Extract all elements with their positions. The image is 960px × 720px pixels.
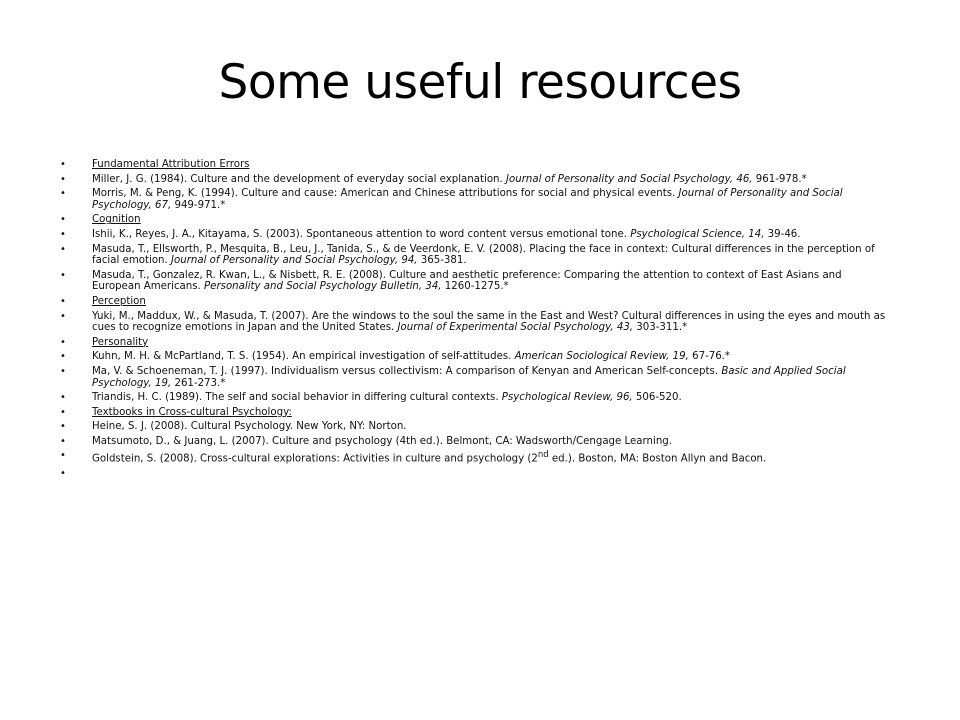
citation-source: Journal of Personality and Social Psychology, 46, [506, 173, 753, 185]
citation-source: Psychological Science, 14, [630, 228, 765, 240]
citation-text: Triandis, H. C. (1989). The self and social behavior in differing cultural contexts. [92, 392, 502, 404]
bullet-icon: • [60, 365, 66, 377]
bullet-icon: • [60, 435, 66, 447]
bullet-icon: • [60, 310, 66, 322]
section-heading-text: Personality [92, 336, 149, 348]
citation-text: Heine, S. J. (2008). Cultural Psychology. New York, NY: Norton. [92, 421, 407, 433]
bullet-icon: • [60, 228, 66, 240]
citation-source: Journal of Personality and Social Psychology, 94, [171, 255, 418, 267]
citation-text: Goldstein, S. (2008). Cross-cultural explorations: Activities in culture and psychology (2 [92, 453, 538, 465]
list-item [60, 392, 890, 404]
citation-superscript: nd [537, 450, 549, 461]
citation-pages: 961-978.* [752, 173, 807, 185]
list-item [60, 311, 890, 334]
bullet-icon: • [60, 336, 66, 348]
citation-pages: 506-520. [632, 392, 682, 404]
bullet-icon: • [60, 406, 66, 418]
bullet-icon: • [60, 351, 66, 363]
list-item [60, 351, 890, 363]
bullet-icon: • [60, 392, 66, 404]
section-heading-text: Textbooks in Cross-cultural Psychology: [92, 406, 292, 418]
bullet-icon: • [60, 295, 66, 307]
citation-pages: 949-971.* [171, 199, 226, 211]
section-heading [60, 337, 890, 349]
section-heading [60, 159, 890, 171]
bullet-icon: • [60, 188, 66, 200]
citation-text: Kuhn, M. H. & McPartland, T. S. (1954). An empirical investigation of self-attitudes. [92, 351, 515, 363]
citation-pages: 1260-1275.* [441, 281, 509, 293]
section-heading-text: Fundamental Attribution Errors [92, 159, 250, 170]
list-item [60, 174, 890, 186]
citation-source: Psychological Review, 96, [501, 392, 633, 404]
list-item [60, 366, 890, 389]
citation-text: Masuda, T., Ellsworth, P., Mesquita, B., Leu, J., Tanida, S., & de Veerdonk, E. V. (2008). Placing the face in context: Cultural differences in the perception of facial emotion. [92, 243, 875, 267]
citation-pages: 365-381. [417, 255, 467, 267]
citation-source: Personality and Social Psychology Bulletin, 34, [204, 281, 442, 293]
bullet-icon: • [60, 269, 66, 281]
section-heading [60, 296, 890, 308]
section-heading-text: Perception [92, 295, 146, 307]
section-heading-text: Cognition [92, 214, 141, 226]
slide-title: Some useful resources [218, 55, 742, 110]
citation-pages: 261-273.* [171, 377, 226, 389]
citation-pages: 303-311.* [633, 322, 688, 334]
citation-source: Journal of Experimental Social Psychology, 43, [397, 322, 634, 334]
citation-source: Journal of Personality and Social Psychology, 67, [92, 188, 843, 211]
bullet-icon: • [60, 450, 66, 462]
citation-pages: 39-46. [764, 228, 801, 240]
citation-text: Miller, J. G. (1984). Culture and the development of everyday social explanation. [92, 173, 506, 185]
citation-text: Morris, M. & Peng, K. (1994). Culture and cause: American and Chinese attributions for social and physical events. [92, 188, 679, 200]
citation-text: Ishii, K., Reyes, J. A., Kitayama, S. (2003). Spontaneous attention to word content versus emotional tone. [92, 228, 631, 240]
section-heading [60, 214, 890, 226]
bullet-icon: • [60, 173, 66, 185]
bullet-icon: • [60, 421, 66, 433]
list-item [60, 421, 890, 433]
citation-text: Ma, V. & Schoeneman, T. J. (1997). Individualism versus collectivism: A comparison of Kenyan and American Self-concepts. [92, 365, 722, 377]
bullet-icon: • [60, 214, 66, 226]
bullet-icon: • [60, 243, 66, 255]
citation-source: Basic and Applied Social Psychology, 19, [92, 365, 846, 389]
citation-pages: ed.). Boston, MA: Boston Allyn and Bacon. [548, 453, 767, 465]
list-item [60, 229, 890, 241]
citation-text: Matsumoto, D., & Juang, L. (2007). Culture and psychology (4th ed.). Belmont, CA: Wadsworth/Cengage Learning. [92, 435, 672, 447]
citation-text: Masuda, T., Gonzalez, R. Kwan, L., & Nisbett, R. E. (2008). Culture and aesthetic preference: Comparing the attention to context of East Asians and European Americans. [92, 269, 842, 293]
list-item [60, 450, 890, 465]
list-item [60, 188, 890, 211]
bullet-icon: • [60, 159, 66, 170]
list-item [60, 436, 890, 448]
resource-list [60, 159, 890, 480]
list-item [60, 244, 890, 267]
list-item [60, 270, 890, 293]
citation-pages: 67-76.* [688, 351, 731, 363]
citation-source: American Sociological Review, 19, [514, 351, 689, 363]
bullet-icon: • [60, 468, 66, 480]
section-heading [60, 407, 890, 419]
citation-text: Yuki, M., Maddux, W., & Masuda, T. (2007). Are the windows to the soul the same in the East and West? Cultural differences in using the eyes and mouth as cues to recognize emotions in Japan and the United States. [92, 310, 886, 334]
